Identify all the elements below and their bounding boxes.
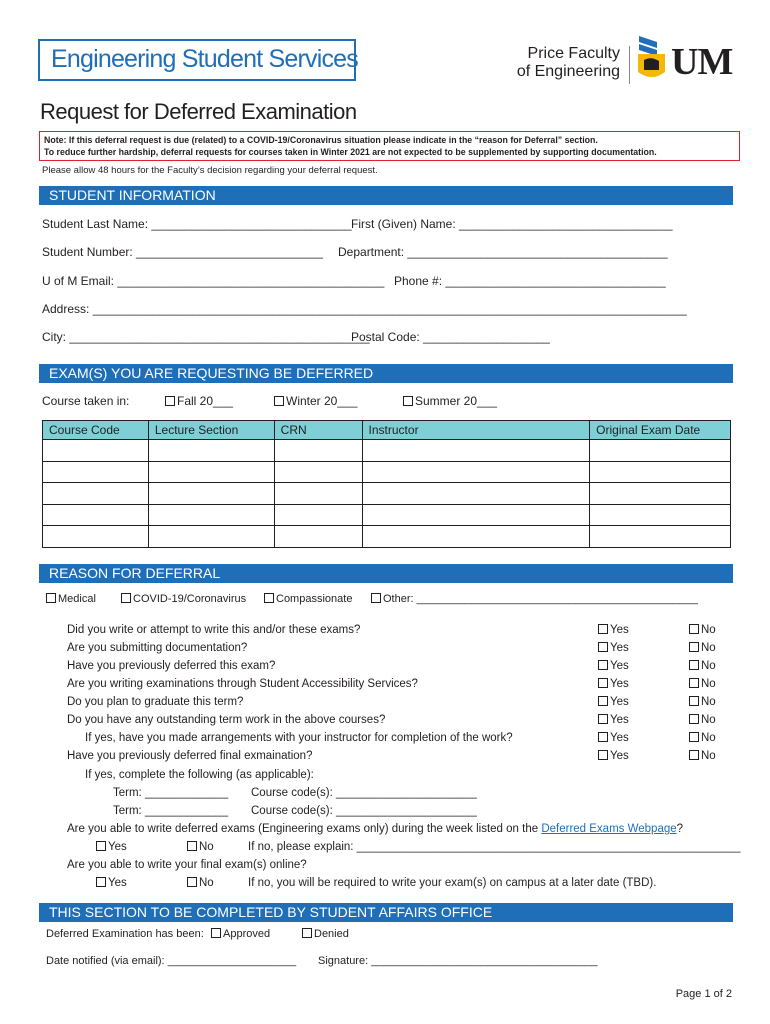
table-cell[interactable] <box>590 483 731 505</box>
reason-covid-option[interactable]: COVID-19/Coronavirus <box>121 593 246 605</box>
online-yes[interactable]: Yes <box>96 877 127 889</box>
address-field[interactable]: Address: _________________________________________________________________________________________ <box>42 302 687 316</box>
reason-compassionate-option[interactable]: Compassionate <box>264 593 352 605</box>
if-no-campus-note: If no, you will be required to write your exam(s) on campus at a later date (TBD). <box>248 877 657 889</box>
table-cell[interactable] <box>148 483 274 505</box>
term-field-1[interactable]: Term: _____________ <box>113 787 229 799</box>
faculty-name <box>517 45 620 81</box>
checkbox-icon[interactable] <box>598 624 608 634</box>
course-codes-field-2[interactable]: Course code(s): ______________________ <box>251 805 477 817</box>
table-row <box>43 526 731 548</box>
course-taken-label: Course taken in: <box>42 394 130 408</box>
yes-option[interactable]: Yes <box>598 642 629 654</box>
table-cell[interactable] <box>590 526 731 548</box>
yes-option[interactable]: Yes <box>598 624 629 636</box>
no-option[interactable]: No <box>689 750 716 762</box>
signature-field[interactable]: Signature: _____________________________________ <box>318 955 598 967</box>
checkbox-icon[interactable] <box>598 678 608 688</box>
table-cell[interactable] <box>148 526 274 548</box>
table-header-row <box>43 421 731 440</box>
checkbox-icon[interactable] <box>46 593 56 603</box>
table-cell[interactable] <box>274 440 362 462</box>
checkbox-icon[interactable] <box>274 396 284 406</box>
faculty-line-1: Price Faculty <box>527 45 620 62</box>
question-7: If yes, have you made arrangements with your instructor for completion of the work? <box>85 732 513 744</box>
table-cell[interactable] <box>362 461 590 483</box>
yes-option[interactable]: Yes <box>598 678 629 690</box>
checkbox-icon[interactable] <box>302 928 312 938</box>
course-codes-field-1[interactable]: Course code(s): ______________________ <box>251 787 477 799</box>
checkbox-icon[interactable] <box>689 678 699 688</box>
reason-other-option[interactable]: Other: ______________________________________________ <box>371 593 698 605</box>
um-crest-icon <box>635 34 669 84</box>
checkbox-icon[interactable] <box>598 732 608 742</box>
table-cell[interactable] <box>274 526 362 548</box>
faculty-line-2: of Engineering <box>516 63 620 80</box>
table-cell[interactable] <box>362 526 590 548</box>
first-name-field[interactable]: First (Given) Name: ________________________________ <box>351 217 673 231</box>
checkbox-icon[interactable] <box>689 750 699 760</box>
question-3: Have you previously deferred this exam? <box>67 660 276 672</box>
checkbox-icon[interactable] <box>187 841 197 851</box>
checkbox-icon[interactable] <box>598 750 608 760</box>
checkbox-icon[interactable] <box>96 841 106 851</box>
if-no-explain-field[interactable]: If no, please explain: ____________________________________________________________ <box>248 841 741 853</box>
checkbox-icon[interactable] <box>187 877 197 887</box>
no-option[interactable]: No <box>689 732 716 744</box>
approved-option[interactable]: Approved <box>211 928 270 940</box>
checkbox-icon[interactable] <box>598 642 608 652</box>
term-winter-option[interactable]: Winter 20___ <box>274 394 357 408</box>
table-cell[interactable] <box>362 504 590 526</box>
table-cell[interactable] <box>362 440 590 462</box>
deferred-exams-webpage-link[interactable]: Deferred Exams Webpage <box>541 823 677 835</box>
checkbox-icon[interactable] <box>165 396 175 406</box>
logo-divider <box>629 46 630 84</box>
term-field-2[interactable]: Term: _____________ <box>113 805 229 817</box>
table-cell[interactable] <box>43 461 149 483</box>
col-instructor: Instructor <box>362 421 590 440</box>
table-cell[interactable] <box>43 440 149 462</box>
no-option[interactable]: No <box>689 678 716 690</box>
online-question: Are you able to write your final exam(s) online? <box>67 859 307 871</box>
term-fall-option[interactable]: Fall 20___ <box>165 394 233 408</box>
postal-code-field[interactable]: Postal Code: ___________________ <box>351 330 550 344</box>
table-row <box>43 504 731 526</box>
checkbox-icon[interactable] <box>211 928 221 938</box>
no-option[interactable]: No <box>689 660 716 672</box>
table-cell[interactable] <box>590 440 731 462</box>
table-cell[interactable] <box>590 504 731 526</box>
question-2: Are you submitting documentation? <box>67 642 248 654</box>
question-5: Do you plan to graduate this term? <box>67 696 244 708</box>
col-crn: CRN <box>274 421 362 440</box>
document-title: Request for Deferred Examination <box>40 99 357 124</box>
checkbox-icon[interactable] <box>689 624 699 634</box>
checkbox-icon[interactable] <box>96 877 106 887</box>
email-field[interactable]: U of M Email: ________________________________________ <box>42 274 385 288</box>
yes-option[interactable]: Yes <box>598 714 629 726</box>
yes-option[interactable]: Yes <box>598 660 629 672</box>
table-cell[interactable] <box>148 461 274 483</box>
table-row <box>43 440 731 462</box>
student-number-field[interactable]: Student Number: ____________________________ <box>42 245 323 259</box>
deferred-has-been-label: Deferred Examination has been: <box>46 928 204 940</box>
no-option[interactable]: No <box>689 642 716 654</box>
note-line-2: To reduce further hardship, deferral requests for courses taken in Winter 2021 are not expected to be supplemented by supporting documentation. <box>44 147 657 157</box>
department-field[interactable]: Department: _______________________________________ <box>338 245 668 259</box>
checkbox-icon[interactable] <box>689 714 699 724</box>
phone-field[interactable]: Phone #: _________________________________ <box>394 274 666 288</box>
checkbox-icon[interactable] <box>598 660 608 670</box>
deferred-week-yes[interactable]: Yes <box>96 841 127 853</box>
brand-title: Engineering Student Services <box>51 45 358 73</box>
yes-option[interactable]: Yes <box>598 750 629 762</box>
table-cell[interactable] <box>274 483 362 505</box>
table-cell[interactable] <box>590 461 731 483</box>
section-exams: EXAM(S) YOU ARE REQUESTING BE DEFERRED <box>39 364 733 383</box>
no-option[interactable]: No <box>689 696 716 708</box>
checkbox-icon[interactable] <box>371 593 381 603</box>
page-number: Page 1 of 2 <box>675 988 732 1000</box>
checkbox-icon[interactable] <box>403 396 413 406</box>
courses-table <box>42 420 731 548</box>
term-summer-option[interactable]: Summer 20___ <box>403 394 497 408</box>
checkbox-icon[interactable] <box>689 660 699 670</box>
table-cell[interactable] <box>43 504 149 526</box>
last-name-field[interactable]: Student Last Name: ______________________________ <box>42 217 352 231</box>
section-student-info: STUDENT INFORMATION <box>39 186 733 205</box>
table-cell[interactable] <box>43 526 149 548</box>
no-option[interactable]: No <box>689 624 716 636</box>
checkbox-icon[interactable] <box>598 696 608 706</box>
table-cell[interactable] <box>43 483 149 505</box>
checkbox-icon[interactable] <box>598 714 608 724</box>
table-row <box>43 461 731 483</box>
covid-note <box>39 131 740 161</box>
table-cell[interactable] <box>274 504 362 526</box>
deferred-week-question: Are you able to write deferred exams (Engineering exams only) during the week listed on the Deferred Exams Webpage? <box>67 823 684 835</box>
table-cell[interactable] <box>148 504 274 526</box>
question-1: Did you write or attempt to write this and/or these exams? <box>67 624 361 636</box>
col-original-exam-date: Original Exam Date <box>590 421 731 440</box>
deferred-week-no[interactable]: No <box>187 841 214 853</box>
checkbox-icon[interactable] <box>689 732 699 742</box>
checkbox-icon[interactable] <box>264 593 274 603</box>
table-cell[interactable] <box>362 483 590 505</box>
checkbox-icon[interactable] <box>689 696 699 706</box>
yes-option[interactable]: Yes <box>598 696 629 708</box>
checkbox-icon[interactable] <box>121 593 131 603</box>
denied-option[interactable]: Denied <box>302 928 349 940</box>
checkbox-icon[interactable] <box>689 642 699 652</box>
table-cell[interactable] <box>274 461 362 483</box>
online-no[interactable]: No <box>187 877 214 889</box>
um-logo-text: UM <box>671 41 733 83</box>
reason-medical-option[interactable]: Medical <box>46 593 96 605</box>
note-line-1: Note: If this deferral request is due (related) to a COVID-19/Coronavirus situation please indicate in the “reason for Deferral” section. <box>44 135 598 145</box>
city-field[interactable]: City: _____________________________________________ <box>42 330 370 344</box>
col-lecture-section: Lecture Section <box>148 421 274 440</box>
yes-option[interactable]: Yes <box>598 732 629 744</box>
date-notified-field[interactable]: Date notified (via email): _____________________ <box>46 955 297 967</box>
table-cell[interactable] <box>148 440 274 462</box>
question-4: Are you writing examinations through Student Accessibility Services? <box>67 678 418 690</box>
no-option[interactable]: No <box>689 714 716 726</box>
section-reason: REASON FOR DEFERRAL <box>39 564 733 583</box>
question-8: Have you previously deferred final exmaination? <box>67 750 313 762</box>
question-6: Do you have any outstanding term work in the above courses? <box>67 714 386 726</box>
section-office: THIS SECTION TO BE COMPLETED BY STUDENT AFFAIRS OFFICE <box>39 903 733 922</box>
if-yes-complete: If yes, complete the following (as applicable): <box>85 769 314 781</box>
table-row <box>43 483 731 505</box>
col-course-code: Course Code <box>43 421 149 440</box>
allow-note: Please allow 48 hours for the Faculty’s decision regarding your deferral request. <box>42 165 378 176</box>
